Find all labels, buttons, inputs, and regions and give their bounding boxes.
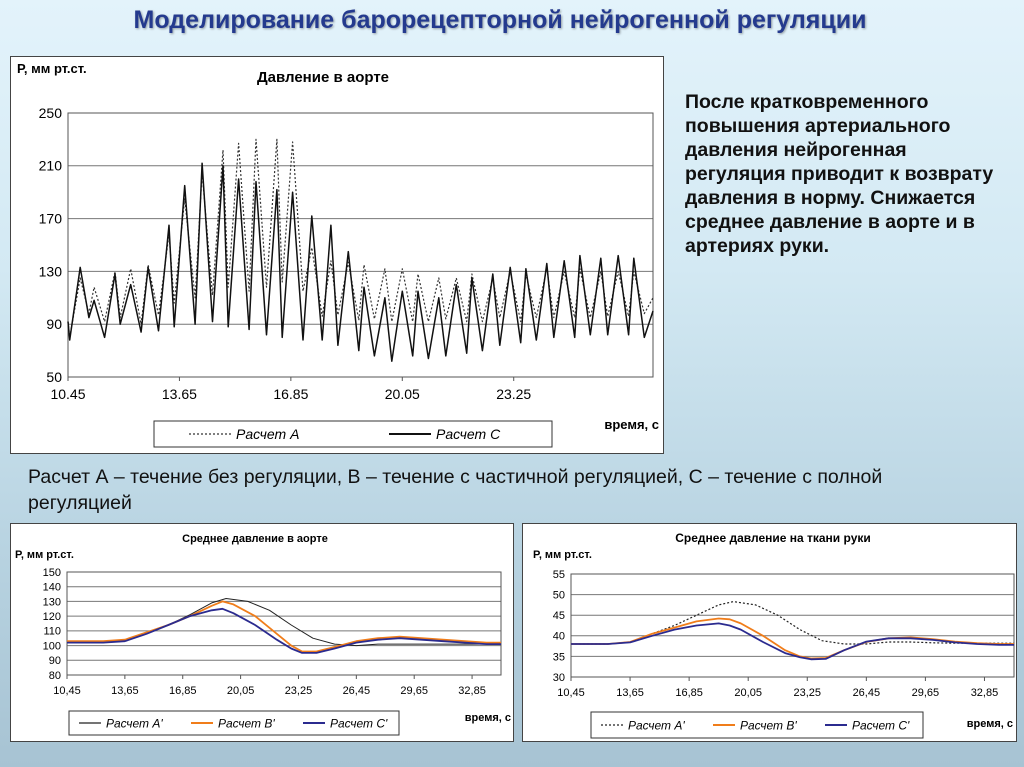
y-tick-label: 55 bbox=[552, 568, 565, 581]
mean-aorta-chart-svg bbox=[11, 524, 513, 741]
y-tick-label: 80 bbox=[48, 669, 61, 682]
chart-title: Давление в аорте bbox=[256, 69, 390, 86]
y-tick-label: 110 bbox=[43, 625, 61, 638]
y-tick-label: 90 bbox=[46, 316, 62, 333]
legend-label: Расчет B' bbox=[740, 718, 797, 733]
legend-label: Расчет А' bbox=[628, 718, 685, 733]
series-line-1 bbox=[571, 602, 1014, 644]
y-tick-label: 100 bbox=[42, 640, 61, 653]
x-tick-label: 26,45 bbox=[342, 685, 371, 697]
x-tick-label: 10,45 bbox=[53, 685, 81, 697]
legend-label: Расчет C' bbox=[852, 718, 910, 733]
series-line-2 bbox=[68, 163, 653, 361]
aorta-pressure-chart bbox=[10, 56, 664, 454]
y-tick-label: 90 bbox=[48, 655, 61, 668]
x-tick-label: 16.85 bbox=[273, 386, 309, 402]
mean-arm-chart-svg bbox=[523, 524, 1016, 741]
y-tick-label: 150 bbox=[42, 566, 61, 579]
y-tick-label: 35 bbox=[552, 651, 565, 664]
aorta-pressure-chart-svg bbox=[11, 57, 663, 453]
x-tick-label: 29,65 bbox=[911, 687, 940, 699]
y-tick-label: 130 bbox=[38, 263, 62, 280]
y-axis-label: Р, мм рт.ст. bbox=[533, 549, 592, 561]
y-tick-label: 170 bbox=[38, 210, 62, 227]
x-tick-label: 32,85 bbox=[458, 685, 486, 697]
x-tick-label: 32,85 bbox=[970, 687, 999, 699]
legend-label: Расчет А' bbox=[106, 716, 163, 731]
x-tick-label: 23,25 bbox=[284, 685, 313, 697]
legend-caption: Расчет А – течение без регуляции, В – течение с частичной регуляцией, С – течение с полной регуляцией bbox=[28, 466, 883, 514]
chart-title: Среднее давление в аорте bbox=[182, 533, 328, 545]
y-axis-label: Р, мм рт.ст. bbox=[15, 549, 74, 561]
y-tick-label: 50 bbox=[552, 589, 565, 602]
x-tick-label: 10.45 bbox=[50, 386, 86, 402]
series-line-1 bbox=[68, 139, 653, 337]
x-tick-label: 16,85 bbox=[675, 687, 703, 699]
mean-arm-chart bbox=[522, 523, 1017, 742]
slide-title: Моделирование барорецепторной нейрогенной регуляции bbox=[133, 6, 867, 34]
x-tick-label: 20,05 bbox=[226, 685, 255, 697]
x-tick-label: 23,25 bbox=[793, 687, 822, 699]
x-tick-label: 16,85 bbox=[168, 685, 197, 697]
y-tick-label: 45 bbox=[552, 610, 565, 623]
y-tick-label: 30 bbox=[552, 671, 565, 684]
x-tick-label: 29,65 bbox=[400, 685, 428, 697]
chart-title: Среднее давление на ткани руки bbox=[675, 531, 871, 545]
y-axis-label: Р, мм рт.ст. bbox=[17, 61, 87, 76]
y-tick-label: 140 bbox=[42, 581, 61, 594]
x-tick-label: 20.05 bbox=[384, 386, 420, 402]
legend-label: Расчет B' bbox=[218, 716, 275, 731]
mean-aorta-chart bbox=[10, 523, 514, 742]
plot-area-frame bbox=[571, 574, 1014, 677]
series-line-2 bbox=[571, 619, 1014, 659]
y-tick-label: 40 bbox=[552, 630, 565, 643]
legend-label: Расчет C bbox=[436, 426, 501, 443]
legend-label: Расчет C' bbox=[330, 716, 388, 731]
y-tick-label: 120 bbox=[42, 610, 61, 623]
x-axis-label: время, с bbox=[966, 718, 1013, 730]
x-tick-label: 26,45 bbox=[852, 687, 881, 699]
y-tick-label: 250 bbox=[38, 104, 62, 121]
legend-label: Расчет А bbox=[236, 426, 300, 443]
x-tick-label: 13.65 bbox=[161, 386, 197, 402]
x-axis-label: время, с bbox=[464, 712, 511, 724]
y-tick-label: 210 bbox=[38, 157, 62, 174]
explanation-text: После кратковременного повышения артериального давления нейрогенная регуляция приводит к возврату давления в норму. Снижается среднее давление в аорте и в артериях руки. bbox=[685, 91, 994, 257]
x-tick-label: 23.25 bbox=[496, 386, 532, 402]
x-tick-label: 10,45 bbox=[557, 687, 585, 699]
x-axis-label: время, с bbox=[604, 417, 659, 432]
plot-area-frame bbox=[67, 572, 501, 675]
x-tick-label: 13,65 bbox=[616, 687, 644, 699]
y-tick-label: 50 bbox=[46, 368, 62, 385]
x-tick-label: 20,05 bbox=[734, 687, 762, 699]
x-tick-label: 13,65 bbox=[111, 685, 139, 697]
y-tick-label: 130 bbox=[42, 596, 61, 609]
